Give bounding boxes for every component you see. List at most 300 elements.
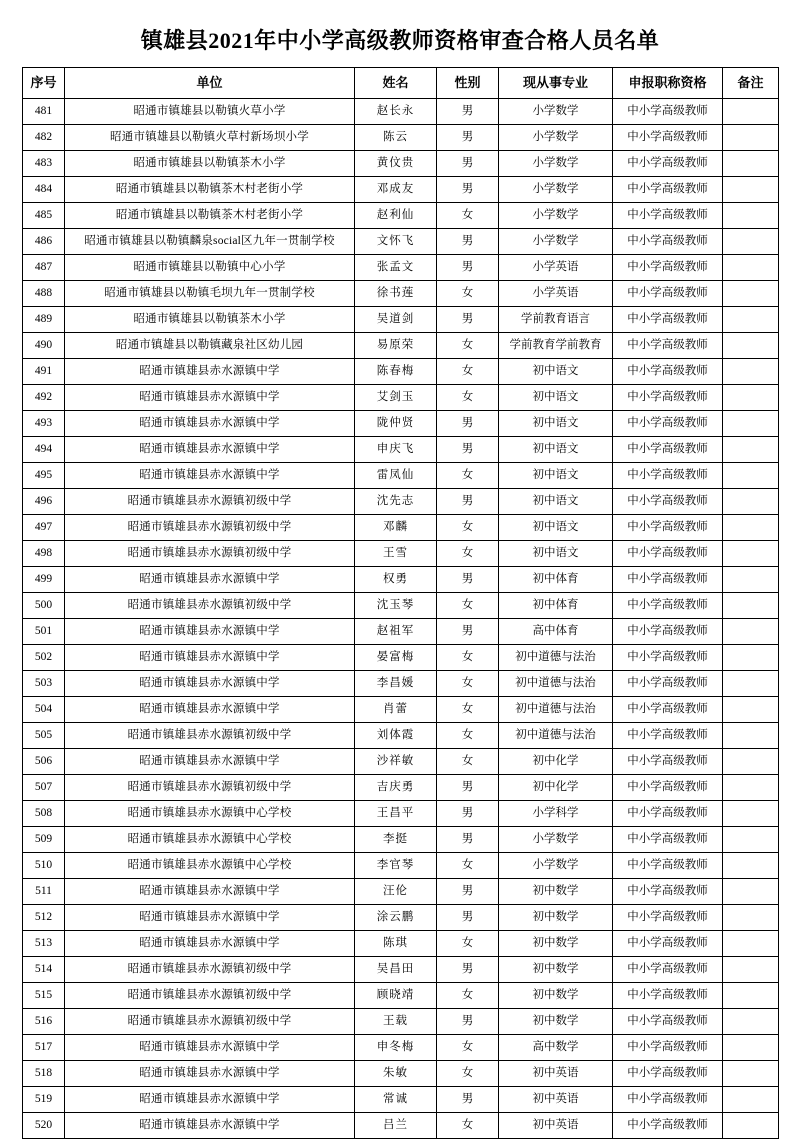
cell-note (723, 489, 779, 515)
table-row (23, 619, 779, 645)
cell-apply: 中小学高级教师 (613, 645, 723, 671)
cell-no: 484 (23, 177, 65, 203)
cell-apply: 中小学高级教师 (613, 229, 723, 255)
cell-major: 小学英语 (499, 255, 613, 281)
table-row (23, 593, 779, 619)
cell-major: 初中语文 (499, 385, 613, 411)
cell-note (723, 125, 779, 151)
cell-no: 483 (23, 151, 65, 177)
cell-sex: 男 (437, 905, 499, 931)
cell-unit: 昭通市镇雄县以勒镇中心小学 (65, 255, 355, 281)
cell-note (723, 359, 779, 385)
cell-no: 492 (23, 385, 65, 411)
cell-note (723, 437, 779, 463)
cell-note (723, 957, 779, 983)
cell-name: 赵祖军 (355, 619, 437, 645)
cell-sex: 男 (437, 125, 499, 151)
cell-note (723, 723, 779, 749)
cell-unit: 昭通市镇雄县赤水源镇中心学校 (65, 853, 355, 879)
cell-sex: 女 (437, 281, 499, 307)
cell-apply: 中小学高级教师 (613, 905, 723, 931)
cell-no: 508 (23, 801, 65, 827)
cell-no: 502 (23, 645, 65, 671)
cell-no: 494 (23, 437, 65, 463)
cell-apply: 中小学高级教师 (613, 1035, 723, 1061)
cell-apply: 中小学高级教师 (613, 385, 723, 411)
table-row (23, 957, 779, 983)
table-row (23, 775, 779, 801)
cell-unit: 昭通市镇雄县以勒镇火草村新场坝小学 (65, 125, 355, 151)
cell-major: 初中数学 (499, 957, 613, 983)
cell-name: 汪伦 (355, 879, 437, 905)
cell-sex: 女 (437, 1113, 499, 1139)
cell-no: 506 (23, 749, 65, 775)
cell-major: 初中语文 (499, 489, 613, 515)
cell-sex: 男 (437, 879, 499, 905)
table-row (23, 1035, 779, 1061)
cell-major: 学前教育语言 (499, 307, 613, 333)
cell-name: 沈先志 (355, 489, 437, 515)
cell-sex: 女 (437, 853, 499, 879)
cell-note (723, 1061, 779, 1087)
cell-sex: 女 (437, 203, 499, 229)
cell-no: 509 (23, 827, 65, 853)
cell-major: 小学数学 (499, 853, 613, 879)
column-header-apply: 申报职称资格 (613, 68, 723, 99)
cell-unit: 昭通市镇雄县以勒镇茶木小学 (65, 151, 355, 177)
cell-apply: 中小学高级教师 (613, 177, 723, 203)
cell-note (723, 671, 779, 697)
cell-major: 初中语文 (499, 411, 613, 437)
cell-name: 权勇 (355, 567, 437, 593)
cell-major: 初中语文 (499, 463, 613, 489)
cell-unit: 昭通市镇雄县赤水源镇中学 (65, 1087, 355, 1113)
cell-apply: 中小学高级教师 (613, 593, 723, 619)
cell-sex: 女 (437, 1061, 499, 1087)
cell-sex: 男 (437, 99, 499, 125)
cell-apply: 中小学高级教师 (613, 99, 723, 125)
cell-major: 高中数学 (499, 1035, 613, 1061)
cell-major: 初中语文 (499, 515, 613, 541)
cell-note (723, 333, 779, 359)
cell-name: 黄伩贵 (355, 151, 437, 177)
cell-apply: 中小学高级教师 (613, 489, 723, 515)
cell-unit: 昭通市镇雄县赤水源镇中学 (65, 463, 355, 489)
cell-apply: 中小学高级教师 (613, 1087, 723, 1113)
column-header-major: 现从事专业 (499, 68, 613, 99)
table-row (23, 99, 779, 125)
table-row (23, 931, 779, 957)
cell-no: 515 (23, 983, 65, 1009)
cell-major: 初中数学 (499, 931, 613, 957)
cell-unit: 昭通市镇雄县赤水源镇中学 (65, 359, 355, 385)
cell-sex: 男 (437, 1087, 499, 1113)
cell-unit: 昭通市镇雄县赤水源镇中学 (65, 931, 355, 957)
cell-unit: 昭通市镇雄县赤水源镇中学 (65, 905, 355, 931)
cell-major: 初中英语 (499, 1061, 613, 1087)
table-row (23, 463, 779, 489)
cell-apply: 中小学高级教师 (613, 333, 723, 359)
cell-name: 陈春梅 (355, 359, 437, 385)
cell-unit: 昭通市镇雄县赤水源镇中学 (65, 385, 355, 411)
cell-sex: 男 (437, 307, 499, 333)
cell-name: 易原荣 (355, 333, 437, 359)
cell-apply: 中小学高级教师 (613, 723, 723, 749)
cell-sex: 男 (437, 437, 499, 463)
cell-unit: 昭通市镇雄县以勒镇毛坝九年一贯制学校 (65, 281, 355, 307)
cell-sex: 女 (437, 359, 499, 385)
cell-note (723, 1087, 779, 1113)
cell-unit: 昭通市镇雄县赤水源镇中学 (65, 1061, 355, 1087)
cell-unit: 昭通市镇雄县以勒镇茶木小学 (65, 307, 355, 333)
cell-major: 初中道德与法治 (499, 697, 613, 723)
column-header-name: 姓名 (355, 68, 437, 99)
cell-apply: 中小学高级教师 (613, 671, 723, 697)
column-header-no: 序号 (23, 68, 65, 99)
cell-no: 493 (23, 411, 65, 437)
cell-note (723, 229, 779, 255)
cell-name: 申庆飞 (355, 437, 437, 463)
cell-no: 500 (23, 593, 65, 619)
cell-apply: 中小学高级教师 (613, 1113, 723, 1139)
cell-note (723, 827, 779, 853)
cell-apply: 中小学高级教师 (613, 619, 723, 645)
cell-name: 张孟文 (355, 255, 437, 281)
cell-major: 小学英语 (499, 281, 613, 307)
cell-no: 511 (23, 879, 65, 905)
cell-sex: 男 (437, 957, 499, 983)
cell-no: 491 (23, 359, 65, 385)
table-row (23, 281, 779, 307)
cell-name: 李昌媛 (355, 671, 437, 697)
cell-note (723, 203, 779, 229)
cell-apply: 中小学高级教师 (613, 463, 723, 489)
cell-name: 顾晓靖 (355, 983, 437, 1009)
cell-sex: 男 (437, 229, 499, 255)
cell-name: 申冬梅 (355, 1035, 437, 1061)
cell-note (723, 281, 779, 307)
cell-note (723, 749, 779, 775)
table-row (23, 567, 779, 593)
cell-sex: 男 (437, 1009, 499, 1035)
cell-note (723, 255, 779, 281)
cell-unit: 昭通市镇雄县赤水源镇中学 (65, 619, 355, 645)
cell-apply: 中小学高级教师 (613, 1061, 723, 1087)
cell-name: 陈云 (355, 125, 437, 151)
cell-note (723, 1035, 779, 1061)
cell-note (723, 411, 779, 437)
table-row (23, 203, 779, 229)
cell-unit: 昭通市镇雄县赤水源镇初级中学 (65, 489, 355, 515)
cell-no: 517 (23, 1035, 65, 1061)
cell-note (723, 879, 779, 905)
cell-major: 高中体育 (499, 619, 613, 645)
cell-unit: 昭通市镇雄县赤水源镇中心学校 (65, 801, 355, 827)
table-row (23, 255, 779, 281)
cell-sex: 女 (437, 385, 499, 411)
cell-name: 陇仲贤 (355, 411, 437, 437)
cell-no: 514 (23, 957, 65, 983)
cell-name: 艾剑玉 (355, 385, 437, 411)
cell-major: 初中化学 (499, 749, 613, 775)
cell-apply: 中小学高级教师 (613, 853, 723, 879)
cell-apply: 中小学高级教师 (613, 1009, 723, 1035)
cell-major: 初中道德与法治 (499, 645, 613, 671)
cell-name: 常诚 (355, 1087, 437, 1113)
roster-table (22, 67, 779, 1139)
cell-unit: 昭通市镇雄县以勒镇藏泉社区幼儿园 (65, 333, 355, 359)
cell-apply: 中小学高级教师 (613, 411, 723, 437)
cell-note (723, 1009, 779, 1035)
cell-note (723, 541, 779, 567)
table-row (23, 671, 779, 697)
table-row (23, 723, 779, 749)
cell-note (723, 775, 779, 801)
cell-name: 吕兰 (355, 1113, 437, 1139)
cell-name: 赵长永 (355, 99, 437, 125)
cell-no: 486 (23, 229, 65, 255)
cell-note (723, 619, 779, 645)
table-row (23, 853, 779, 879)
cell-unit: 昭通市镇雄县赤水源镇初级中学 (65, 775, 355, 801)
cell-no: 482 (23, 125, 65, 151)
cell-major: 初中语文 (499, 541, 613, 567)
table-row (23, 645, 779, 671)
table-row (23, 1061, 779, 1087)
cell-no: 488 (23, 281, 65, 307)
cell-no: 518 (23, 1061, 65, 1087)
table-row (23, 801, 779, 827)
cell-sex: 女 (437, 515, 499, 541)
cell-apply: 中小学高级教师 (613, 255, 723, 281)
cell-unit: 昭通市镇雄县赤水源镇初级中学 (65, 723, 355, 749)
table-body (23, 99, 779, 1139)
cell-note (723, 177, 779, 203)
cell-apply: 中小学高级教师 (613, 203, 723, 229)
table-row (23, 905, 779, 931)
cell-sex: 女 (437, 697, 499, 723)
cell-sex: 男 (437, 177, 499, 203)
cell-name: 赵利仙 (355, 203, 437, 229)
cell-major: 小学科学 (499, 801, 613, 827)
cell-sex: 男 (437, 255, 499, 281)
cell-name: 邓麟 (355, 515, 437, 541)
cell-major: 初中道德与法治 (499, 671, 613, 697)
cell-major: 小学数学 (499, 177, 613, 203)
cell-apply: 中小学高级教师 (613, 879, 723, 905)
cell-no: 510 (23, 853, 65, 879)
cell-unit: 昭通市镇雄县赤水源镇中学 (65, 749, 355, 775)
cell-unit: 昭通市镇雄县赤水源镇初级中学 (65, 983, 355, 1009)
cell-major: 小学数学 (499, 99, 613, 125)
cell-apply: 中小学高级教师 (613, 567, 723, 593)
cell-sex: 男 (437, 151, 499, 177)
table-row (23, 437, 779, 463)
cell-sex: 女 (437, 333, 499, 359)
cell-no: 512 (23, 905, 65, 931)
cell-apply: 中小学高级教师 (613, 307, 723, 333)
cell-major: 初中语文 (499, 359, 613, 385)
cell-note (723, 567, 779, 593)
table-row (23, 229, 779, 255)
cell-unit: 昭通市镇雄县以勒镇茶木村老街小学 (65, 177, 355, 203)
cell-name: 朱敏 (355, 1061, 437, 1087)
cell-no: 504 (23, 697, 65, 723)
cell-unit: 昭通市镇雄县赤水源镇中心学校 (65, 827, 355, 853)
cell-unit: 昭通市镇雄县赤水源镇中学 (65, 437, 355, 463)
cell-unit: 昭通市镇雄县赤水源镇初级中学 (65, 593, 355, 619)
cell-major: 初中道德与法治 (499, 723, 613, 749)
table-row (23, 879, 779, 905)
cell-sex: 女 (437, 645, 499, 671)
cell-unit: 昭通市镇雄县赤水源镇中学 (65, 411, 355, 437)
cell-no: 507 (23, 775, 65, 801)
cell-sex: 男 (437, 827, 499, 853)
cell-apply: 中小学高级教师 (613, 931, 723, 957)
cell-name: 刘体霞 (355, 723, 437, 749)
cell-sex: 男 (437, 567, 499, 593)
cell-note (723, 151, 779, 177)
cell-note (723, 931, 779, 957)
table-row (23, 411, 779, 437)
cell-no: 495 (23, 463, 65, 489)
cell-major: 初中数学 (499, 1009, 613, 1035)
cell-no: 505 (23, 723, 65, 749)
cell-major: 初中英语 (499, 1087, 613, 1113)
cell-sex: 女 (437, 749, 499, 775)
cell-sex: 女 (437, 463, 499, 489)
cell-name: 吴昌田 (355, 957, 437, 983)
cell-unit: 昭通市镇雄县赤水源镇中学 (65, 697, 355, 723)
cell-name: 王昌平 (355, 801, 437, 827)
cell-sex: 女 (437, 931, 499, 957)
column-header-sex: 性别 (437, 68, 499, 99)
cell-apply: 中小学高级教师 (613, 515, 723, 541)
cell-unit: 昭通市镇雄县赤水源镇初级中学 (65, 541, 355, 567)
cell-major: 初中体育 (499, 567, 613, 593)
cell-unit: 昭通市镇雄县赤水源镇中学 (65, 1113, 355, 1139)
table-row (23, 1009, 779, 1035)
cell-major: 初中语文 (499, 437, 613, 463)
cell-unit: 昭通市镇雄县赤水源镇中学 (65, 879, 355, 905)
cell-unit: 昭通市镇雄县以勒镇茶木村老街小学 (65, 203, 355, 229)
cell-note (723, 905, 779, 931)
column-header-unit: 单位 (65, 68, 355, 99)
cell-no: 498 (23, 541, 65, 567)
cell-name: 李挺 (355, 827, 437, 853)
cell-unit: 昭通市镇雄县赤水源镇中学 (65, 671, 355, 697)
cell-major: 学前教育学前教育 (499, 333, 613, 359)
cell-note (723, 515, 779, 541)
cell-unit: 昭通市镇雄县赤水源镇初级中学 (65, 515, 355, 541)
table-row (23, 489, 779, 515)
cell-name: 陈琪 (355, 931, 437, 957)
cell-major: 初中化学 (499, 775, 613, 801)
table-row (23, 307, 779, 333)
cell-unit: 昭通市镇雄县赤水源镇初级中学 (65, 1009, 355, 1035)
cell-major: 小学数学 (499, 151, 613, 177)
table-row (23, 125, 779, 151)
cell-note (723, 593, 779, 619)
cell-note (723, 801, 779, 827)
cell-no: 487 (23, 255, 65, 281)
cell-no: 496 (23, 489, 65, 515)
cell-sex: 男 (437, 801, 499, 827)
cell-unit: 昭通市镇雄县以勒镇火草小学 (65, 99, 355, 125)
cell-name: 王雪 (355, 541, 437, 567)
cell-apply: 中小学高级教师 (613, 775, 723, 801)
table-row (23, 983, 779, 1009)
cell-sex: 女 (437, 983, 499, 1009)
cell-note (723, 307, 779, 333)
cell-note (723, 645, 779, 671)
cell-name: 吴道剑 (355, 307, 437, 333)
page-title: 镇雄县2021年中小学高级教师资格审查合格人员名单 (140, 28, 660, 53)
cell-sex: 女 (437, 723, 499, 749)
cell-no: 481 (23, 99, 65, 125)
cell-major: 初中数学 (499, 879, 613, 905)
cell-note (723, 463, 779, 489)
cell-name: 吉庆勇 (355, 775, 437, 801)
cell-no: 485 (23, 203, 65, 229)
table-header-row (23, 68, 779, 99)
cell-no: 503 (23, 671, 65, 697)
cell-name: 王载 (355, 1009, 437, 1035)
cell-note (723, 1113, 779, 1139)
cell-apply: 中小学高级教师 (613, 749, 723, 775)
cell-note (723, 983, 779, 1009)
cell-major: 小学数学 (499, 229, 613, 255)
cell-no: 497 (23, 515, 65, 541)
cell-sex: 男 (437, 619, 499, 645)
cell-sex: 男 (437, 489, 499, 515)
cell-major: 初中数学 (499, 905, 613, 931)
cell-sex: 男 (437, 411, 499, 437)
cell-apply: 中小学高级教师 (613, 957, 723, 983)
cell-unit: 昭通市镇雄县赤水源镇中学 (65, 1035, 355, 1061)
table-row (23, 515, 779, 541)
cell-note (723, 385, 779, 411)
cell-note (723, 697, 779, 723)
cell-note (723, 853, 779, 879)
cell-major: 小学数学 (499, 203, 613, 229)
cell-sex: 女 (437, 541, 499, 567)
cell-name: 文怀飞 (355, 229, 437, 255)
cell-apply: 中小学高级教师 (613, 359, 723, 385)
cell-no: 490 (23, 333, 65, 359)
cell-no: 499 (23, 567, 65, 593)
cell-no: 519 (23, 1087, 65, 1113)
cell-major: 初中体育 (499, 593, 613, 619)
cell-name: 沈玉琴 (355, 593, 437, 619)
cell-unit: 昭通市镇雄县赤水源镇中学 (65, 567, 355, 593)
cell-sex: 女 (437, 1035, 499, 1061)
cell-sex: 男 (437, 775, 499, 801)
cell-apply: 中小学高级教师 (613, 697, 723, 723)
cell-apply: 中小学高级教师 (613, 801, 723, 827)
cell-name: 李官琴 (355, 853, 437, 879)
table-row (23, 1113, 779, 1139)
cell-apply: 中小学高级教师 (613, 541, 723, 567)
cell-major: 初中数学 (499, 983, 613, 1009)
table-row (23, 359, 779, 385)
table-row (23, 177, 779, 203)
cell-name: 徐书莲 (355, 281, 437, 307)
cell-sex: 女 (437, 671, 499, 697)
cell-apply: 中小学高级教师 (613, 281, 723, 307)
cell-apply: 中小学高级教师 (613, 983, 723, 1009)
table-row (23, 333, 779, 359)
